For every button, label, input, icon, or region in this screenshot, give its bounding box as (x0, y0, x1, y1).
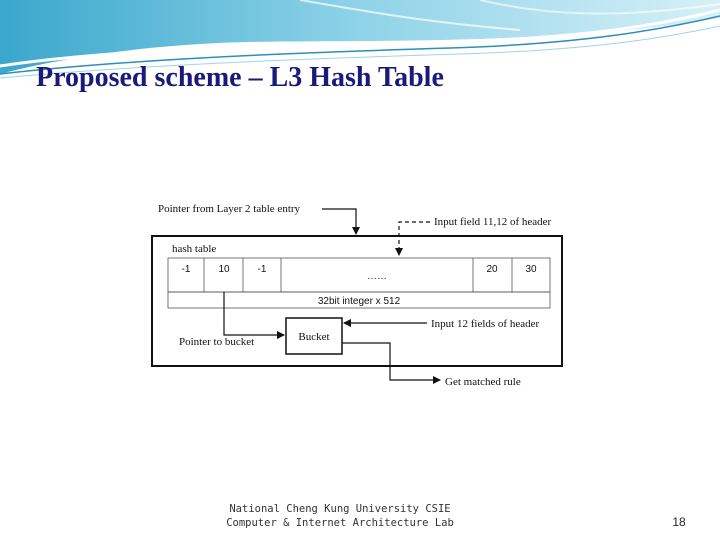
table-cell: -1 (181, 264, 191, 275)
pointer-from-l2-label: Pointer from Layer 2 table entry (158, 203, 301, 215)
footer (200, 502, 480, 530)
table-cell-ellipsis: …… (367, 271, 387, 282)
input-field-11-12-arrow (399, 222, 430, 255)
get-matched-rule-arrow (342, 343, 440, 380)
pointer-to-bucket-arrow (224, 292, 284, 335)
bucket-label: Bucket (298, 331, 330, 343)
integer-caption: 32bit integer x 512 (317, 296, 401, 307)
table-cell: 10 (218, 264, 230, 275)
footer-line-2: Computer & Internet Architecture Lab (226, 517, 454, 529)
page-number: 18 (672, 515, 686, 529)
hash-table-label: hash table (172, 243, 217, 255)
input-12-fields-label: Input 12 fields of header (431, 318, 540, 330)
get-matched-rule-label: Get matched rule (445, 376, 521, 388)
footer-line-1: National Cheng Kung University CSIE (229, 503, 451, 515)
table-cell: -1 (257, 264, 267, 275)
table-cell: 30 (525, 264, 537, 275)
input-field-11-12-label: Input field 11,12 of header (434, 216, 552, 228)
pointer-to-bucket-label: Pointer to bucket (179, 336, 255, 348)
slide-title: Proposed scheme – L3 Hash Table (36, 62, 444, 93)
table-cell: 20 (486, 264, 498, 275)
pointer-from-l2-arrow (322, 209, 356, 234)
